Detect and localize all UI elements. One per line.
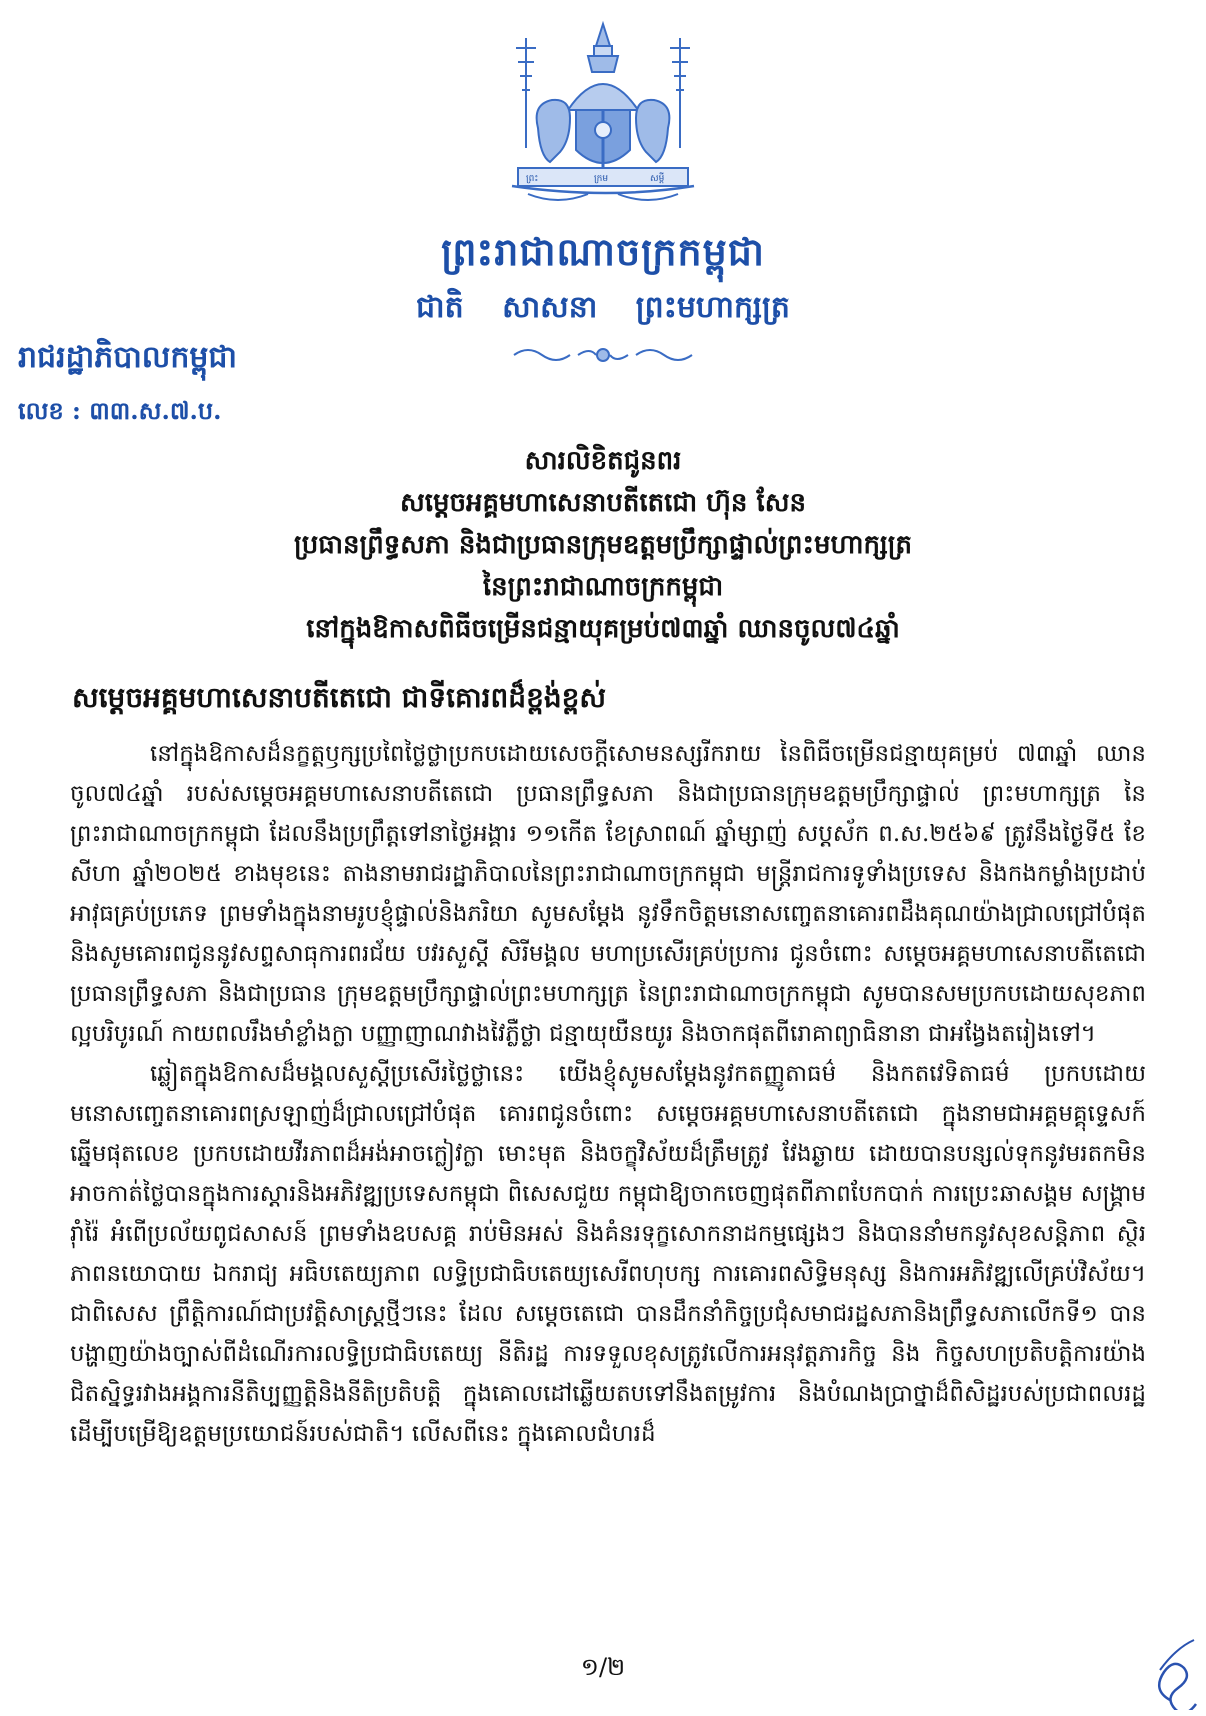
national-motto: ជាតិ សាសនា ព្រះមហាក្សត្រ: [416, 290, 790, 325]
emblem-seal-text-right: សម្ដី: [650, 174, 665, 184]
letter-body: [70, 734, 1146, 1454]
title-line: សារលិខិតជូនពរ: [524, 446, 682, 476]
body-paragraph: នៅក្នុងឱកាសដ៏នក្ខត្តឫក្សប្រពៃថ្លៃថ្លាប្រកបដោយសេចក្ដីសោមនស្សរីករាយ នៃពិធីចម្រើនជន្មាយុគម្រប់ ៧៣ឆ្នាំ ឈានចូល៧៤ឆ្នាំ របស់សម្ដេចអគ្គមហាសេនាបតីតេជោ ប្រធានព្រឹទ្ធសភា និងជាប្រធានក្រុមឧត្តមប្រឹក្សាផ្ទាល់ ព្រះមហាក្សត្រ នៃព្រះរាជាណាចក្រកម្ពុជា ដែលនឹងប្រព្រឹត្តទៅនាថ្ងៃអង្គារ ១១កើត ខែស្រាពណ៍ ឆ្នាំម្សាញ់ សប្តស័ក ព.ស.២៥៦៩ ត្រូវនឹងថ្ងៃទី៥ ខែសីហា ឆ្នាំ២០២៥ ខាងមុខនេះ តាងនាមរាជរដ្ឋាភិបាលនៃព្រះរាជាណាចក្រកម្ពុជា មន្ត្រីរាជការទូទាំងប្រទេស និងកងកម្លាំងប្រដាប់អាវុធគ្រប់ប្រភេទ ព្រមទាំងក្នុងនាមរូបខ្ញុំផ្ទាល់និងភរិយា សូមសម្ដែង នូវទឹកចិត្តមនោសញ្ចេតនាគោរពដឹងគុណយ៉ាងជ្រាលជ្រៅបំផុត និងសូមគោរពជូននូវសព្ទសាធុការពរជ័យ បវរសួស្តី សិរីមង្គល មហាប្រសើរគ្រប់ប្រការ ជូនចំពោះ សម្ដេចអគ្គមហាសេនាបតីតេជោ ប្រធានព្រឹទ្ធសភា និងជាប្រធាន ក្រុមឧត្តមប្រឹក្សាផ្ទាល់ព្រះមហាក្សត្រ នៃព្រះរាជាណាចក្រកម្ពុជា សូមបានសមប្រកបដោយសុខភាពល្អបរិបូរណ៍ កាយពលរឹងមាំខ្លាំងក្លា បញ្ញាញាណវាងវៃភ្លឺថ្លា ជន្មាយុយឺនយូរ និងចាកផុតពីរោគាព្យាធិនានា ជាអង្វែងតរៀងទៅ។: [70, 741, 1146, 1047]
emblem-seal-text-left: ព្រះ: [526, 174, 539, 184]
handwritten-initial-icon: [1140, 1630, 1200, 1710]
kingdom-heading: ព្រះរាជាណាចក្រកម្ពុជា: [441, 229, 765, 274]
ornament-divider-icon: [508, 344, 698, 366]
title-line: ប្រធានព្រឹទ្ធសភា និងជាប្រធានក្រុមឧត្តមប្រឹក្សាផ្ទាល់ព្រះមហាក្សត្រ: [294, 530, 912, 560]
body-paragraph: ឆ្លៀតក្នុងឱកាសដ៏មង្គលសួស្តីប្រសើរថ្លៃថ្លានេះ យើងខ្ញុំសូមសម្ដែងនូវកតញ្ញូតាធម៌ និងកតវេទិតាធម៌ ប្រកបដោយមនោសញ្ចេតនាគោរពស្រឡាញ់ដ៏ជ្រាលជ្រៅបំផុត គោរពជូនចំពោះ សម្ដេចអគ្គមហាសេនាបតីតេជោ ក្នុងនាមជាអគ្គមគ្គុទ្ទេសក៍ឆ្នើមផុតលេខ ប្រកបដោយវីរភាពដ៏អង់អាចក្លៀវក្លា មោះមុត និងចក្ខុវិស័យដ៏ត្រឹមត្រូវ វែងឆ្ងាយ ដោយបានបន្សល់ទុកនូវមរតកមិនអាចកាត់ថ្លៃបានក្នុងការស្តារនិងអភិវឌ្ឍប្រទេសកម្ពុជា ពិសេសជួយ កម្ពុជាឱ្យចាកចេញផុតពីភាពបែកបាក់ ការប្រេះឆាសង្គម សង្គ្រាមរ៉ាំរ៉ៃ អំពើប្រល័យពូជសាសន៍ ព្រមទាំងឧបសគ្គ រាប់មិនអស់ និងគំនរទុក្ខសោកនាដកម្មផ្សេងៗ និងបាននាំមកនូវសុខសន្តិភាព ស្ថិរភាពនយោបាយ ឯករាជ្យ អធិបតេយ្យភាព លទ្ធិប្រជាធិបតេយ្យសេរីពហុបក្ស ការគោរពសិទ្ធិមនុស្ស និងការអភិវឌ្ឍលើគ្រប់វិស័យ។ ជាពិសេស ព្រឹត្តិការណ៍ជាប្រវត្តិសាស្ត្រថ្មីៗនេះ ដែល សម្ដេចតេជោ បានដឹកនាំកិច្ចប្រជុំសមាជរដ្ឋសភានិងព្រឹទ្ធសភាលើកទី១ បានបង្ហាញយ៉ាងច្បាស់ពីដំណើរការលទ្ធិប្រជាធិបតេយ្យ នីតិរដ្ឋ ការទទួលខុសត្រូវលើការអនុវត្តភារកិច្ច និង កិច្ចសហប្រតិបត្តិការយ៉ាងជិតស្និទ្ធរវាងអង្គការនីតិប្បញ្ញត្តិនិងនីតិប្រតិបត្តិ ក្នុងគោលដៅឆ្លើយតបទៅនឹងតម្រូវការ និងបំណងប្រាថ្នាដ៏ពិសិដ្ឋរបស់ប្រជាពលរដ្ឋ ដើម្បីបម្រើឱ្យឧត្តមប្រយោជន៍របស់ជាតិ។ លើសពីនេះ ក្នុងគោលជំហរដ៏: [70, 1061, 1146, 1447]
emblem-seal-text-center: ក្រម: [594, 174, 609, 184]
government-name: រាជរដ្ឋាភិបាលកម្ពុជា: [18, 340, 237, 375]
page-number: ១/២: [580, 1653, 626, 1681]
title-line: សម្ដេចអគ្គមហាសេនាបតីតេជោ ហ៊ុន សែន: [400, 488, 806, 518]
salutation: សម្ដេចអគ្គមហាសេនាបតីតេជោ ជាទីគោរពដ៏ខ្ពង់ខ្ពស់: [72, 681, 607, 714]
royal-coat-of-arms-icon: [498, 18, 708, 218]
title-line: នៅក្នុងឱកាសពិធីចម្រើនជន្មាយុគម្រប់៧៣ឆ្នាំ ឈានចូល៧៤ឆ្នាំ: [306, 614, 900, 644]
title-line: នៃព្រះរាជាណាចក្រកម្ពុជា: [482, 572, 724, 602]
reference-number: លេខ : ៣៣.ស.៧.ប.: [18, 396, 222, 425]
letter-title-block: [80, 440, 1126, 650]
